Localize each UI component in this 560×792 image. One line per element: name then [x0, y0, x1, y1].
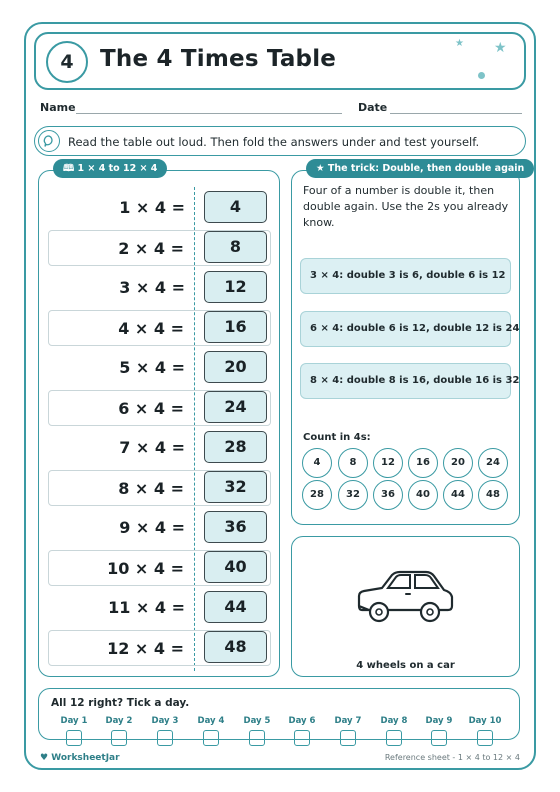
- count-bubble: 48: [478, 480, 508, 510]
- count-label: Count in 4s:: [303, 432, 371, 443]
- day-label: Day 3: [151, 716, 179, 726]
- answer-box: 32: [204, 471, 267, 503]
- table-number-badge: 4: [46, 41, 88, 83]
- checkbox[interactable]: [386, 730, 402, 746]
- day-label: Day 10: [468, 716, 502, 726]
- brand-name: WorksheetJar: [51, 753, 120, 763]
- day-label: Day 4: [197, 716, 225, 726]
- star-icon: ★: [316, 163, 325, 174]
- day-checkbox[interactable]: [326, 708, 370, 746]
- count-bubble: 28: [302, 480, 332, 510]
- equation: 3 × 4 =: [119, 278, 185, 297]
- day-label: Day 5: [243, 716, 271, 726]
- name-field[interactable]: [76, 113, 342, 114]
- answer-box: 36: [204, 511, 267, 543]
- day-checkbox[interactable]: [463, 708, 507, 746]
- answer-box: 24: [204, 391, 267, 423]
- equation: 6 × 4 =: [118, 399, 184, 418]
- equation: 1 × 4 =: [119, 198, 185, 217]
- count-bubble: 16: [408, 448, 438, 478]
- day-label: Day 8: [380, 716, 408, 726]
- day-checkbox[interactable]: [417, 708, 461, 746]
- picture-caption: 4 wheels on a car: [356, 660, 455, 671]
- answer-box: 40: [204, 551, 267, 583]
- trick-example: 6 × 4: double 6 is 12, double 12 is 24: [300, 311, 511, 347]
- reference-note: Reference sheet - 1 × 4 to 12 × 4: [384, 753, 520, 762]
- equation: 11 × 4 =: [108, 598, 185, 617]
- name-label: Name: [40, 101, 76, 114]
- equation: 10 × 4 =: [107, 559, 184, 578]
- count-bubble: 44: [443, 480, 473, 510]
- day-checkbox[interactable]: [52, 708, 96, 746]
- date-field[interactable]: [390, 113, 522, 114]
- checkbox[interactable]: [157, 730, 173, 746]
- equation: 8 × 4 =: [118, 479, 184, 498]
- count-bubble: 12: [373, 448, 403, 478]
- answer-box: 4: [204, 191, 267, 223]
- day-checkbox[interactable]: [97, 708, 141, 746]
- table-range-pill: [53, 159, 167, 178]
- checkbox[interactable]: [340, 730, 356, 746]
- answer-box: 20: [204, 351, 267, 383]
- checkbox[interactable]: [249, 730, 265, 746]
- day-checkbox[interactable]: [372, 708, 416, 746]
- day-label: Day 7: [334, 716, 362, 726]
- day-checkbox[interactable]: [189, 708, 233, 746]
- car-icon: [354, 566, 458, 628]
- answer-box: 48: [204, 631, 267, 663]
- star-icon: ★: [494, 40, 507, 56]
- decor-dot: [478, 72, 485, 79]
- answer-box: 8: [204, 231, 267, 263]
- table-range-label: 1 × 4 to 12 × 4: [77, 163, 158, 174]
- checkbox[interactable]: [477, 730, 493, 746]
- count-bubble: 4: [302, 448, 332, 478]
- equation: 12 × 4 =: [107, 639, 184, 658]
- checkbox[interactable]: [294, 730, 310, 746]
- answer-box: 28: [204, 431, 267, 463]
- day-label: Day 6: [288, 716, 316, 726]
- tracker-title: All 12 right? Tick a day.: [51, 697, 190, 709]
- count-bubble: 32: [338, 480, 368, 510]
- page-title: The 4 Times Table: [100, 46, 337, 72]
- heart-icon: ♥: [40, 753, 49, 763]
- date-label: Date: [358, 101, 388, 114]
- day-label: Day 2: [105, 716, 133, 726]
- count-bubble: 20: [443, 448, 473, 478]
- day-checkbox[interactable]: [143, 708, 187, 746]
- equation: 2 × 4 =: [118, 239, 184, 258]
- trick-example: 8 × 4: double 8 is 16, double 16 is 32: [300, 363, 511, 399]
- day-label: Day 9: [425, 716, 453, 726]
- day-checkbox[interactable]: [235, 708, 279, 746]
- equation: 9 × 4 =: [119, 518, 185, 537]
- answer-box: 16: [204, 311, 267, 343]
- instruction-text: Read the table out loud. Then fold the answers under and test yourself.: [68, 135, 480, 149]
- star-icon: ★: [455, 38, 464, 49]
- count-bubble: 24: [478, 448, 508, 478]
- day-checkbox[interactable]: [280, 708, 324, 746]
- checkbox[interactable]: [111, 730, 127, 746]
- trick-pill: [306, 159, 534, 178]
- equation: 7 × 4 =: [119, 438, 185, 457]
- trick-explanation: Four of a number is double it, then double again. Use the 2s you already know.: [303, 184, 509, 229]
- checkbox[interactable]: [66, 730, 82, 746]
- count-bubble: 36: [373, 480, 403, 510]
- checkbox[interactable]: [203, 730, 219, 746]
- brand-logo: [40, 753, 120, 763]
- count-bubble: 40: [408, 480, 438, 510]
- checkbox[interactable]: [431, 730, 447, 746]
- count-bubble: 8: [338, 448, 368, 478]
- book-icon: 🕮: [63, 163, 75, 174]
- speech-icon: [38, 130, 60, 152]
- equation: 5 × 4 =: [119, 358, 185, 377]
- trick-example: 3 × 4: double 3 is 6, double 6 is 12: [300, 258, 511, 294]
- answer-box: 12: [204, 271, 267, 303]
- equation: 4 × 4 =: [118, 319, 184, 338]
- answer-box: 44: [204, 591, 267, 623]
- day-label: Day 1: [60, 716, 88, 726]
- trick-heading: The trick: Double, then double again: [327, 163, 525, 174]
